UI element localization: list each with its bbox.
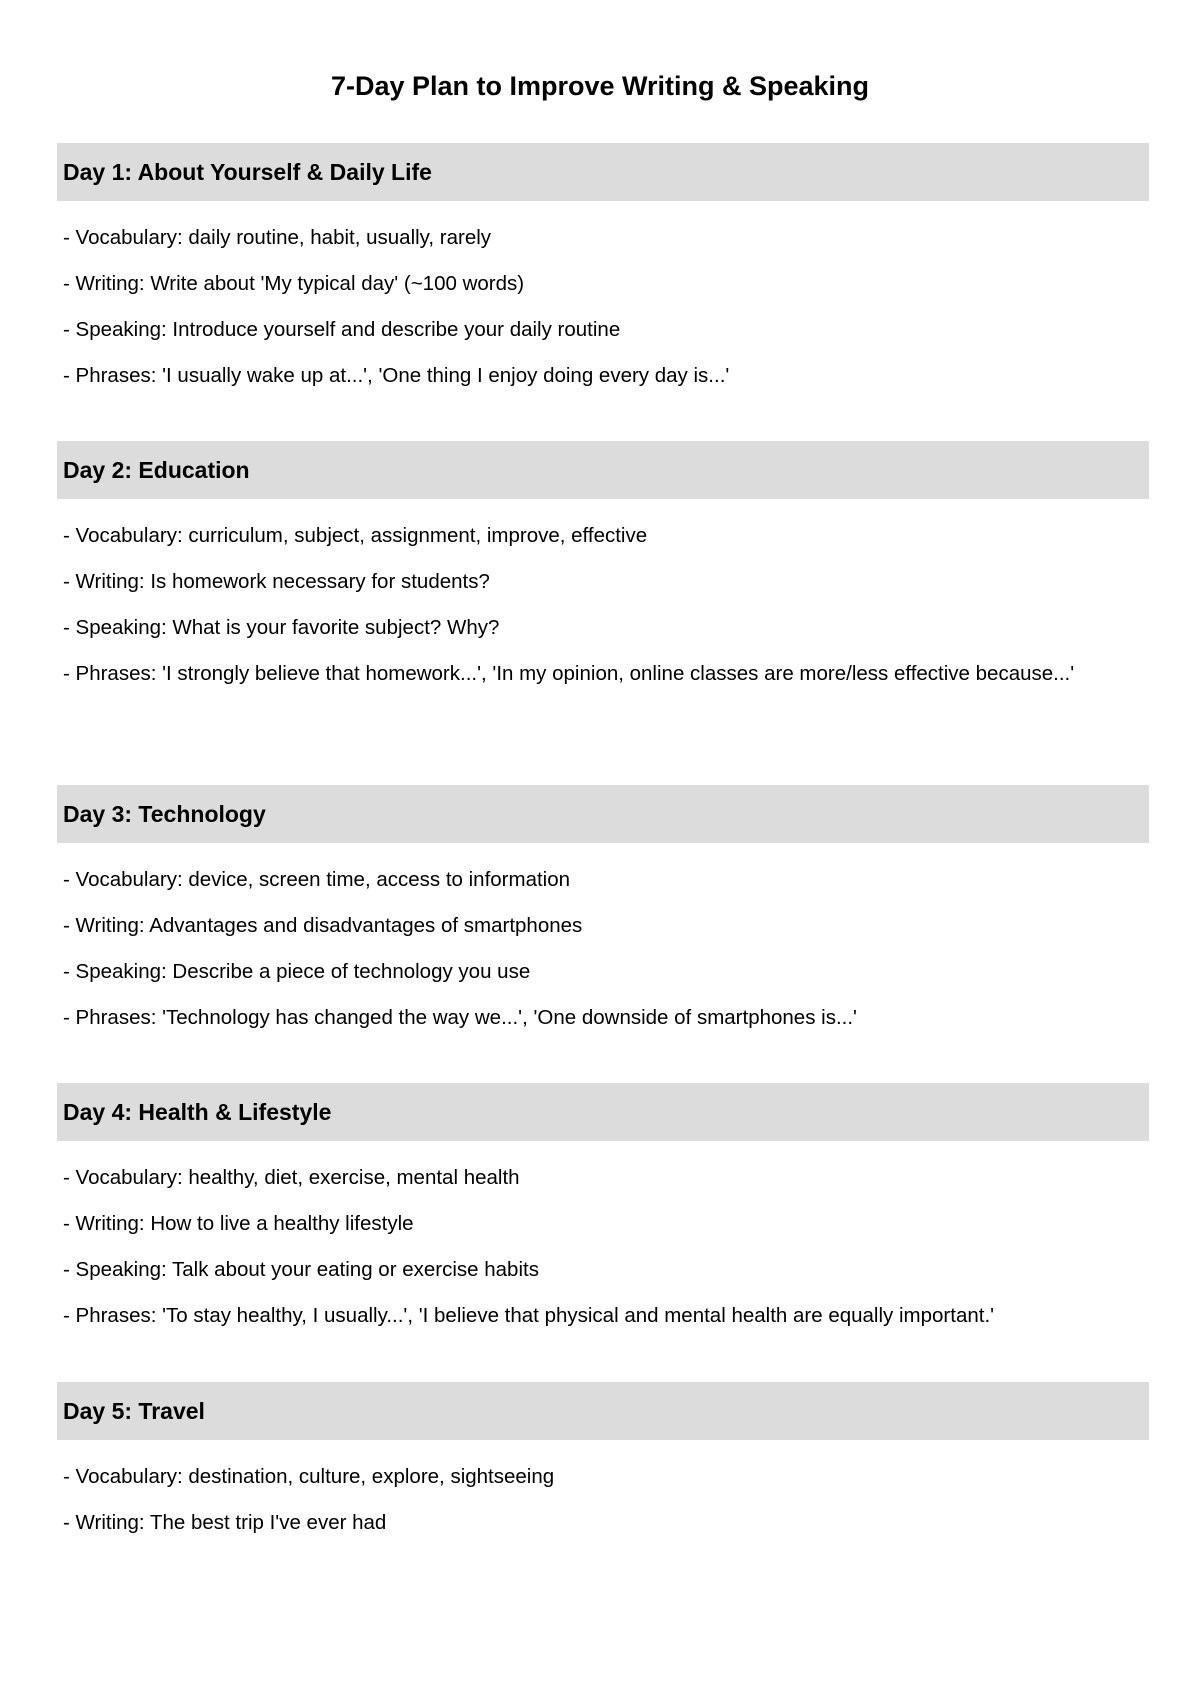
day-2-vocabulary: - Vocabulary: curriculum, subject, assignment, improve, effective xyxy=(63,524,648,547)
day-5-section xyxy=(57,1382,1149,1546)
day-3-speaking: - Speaking: Describe a piece of technology you use xyxy=(63,960,531,983)
day-2-items xyxy=(57,513,1149,697)
day-3-writing: - Writing: Advantages and disadvantages of smartphones xyxy=(63,914,583,937)
day-3-phrases: - Phrases: 'Technology has changed the way we...', 'One downside of smartphones is...' xyxy=(63,1006,857,1029)
day-4-phrases: - Phrases: 'To stay healthy, I usually...', 'I believe that physical and mental health are equally important.' xyxy=(63,1304,995,1327)
day-1-vocabulary: - Vocabulary: daily routine, habit, usually, rarely xyxy=(63,226,492,249)
page-title: 7-Day Plan to Improve Writing & Speaking xyxy=(330,71,870,101)
day-2-writing: - Writing: Is homework necessary for students? xyxy=(63,570,490,593)
day-4-section xyxy=(57,1083,1149,1339)
day-4-writing: - Writing: How to live a healthy lifestyle xyxy=(63,1212,414,1235)
day-4-items xyxy=(57,1155,1149,1339)
day-4-vocabulary: - Vocabulary: healthy, diet, exercise, mental health xyxy=(63,1166,520,1189)
day-2-header xyxy=(57,441,1149,499)
day-1-heading: Day 1: About Yourself & Daily Life xyxy=(63,159,432,185)
day-5-items xyxy=(57,1454,1149,1546)
day-1-writing: - Writing: Write about 'My typical day' (~100 words) xyxy=(63,272,525,295)
day-5-vocabulary: - Vocabulary: destination, culture, explore, sightseeing xyxy=(63,1465,555,1488)
day-5-heading: Day 5: Travel xyxy=(63,1398,205,1424)
day-3-header xyxy=(57,785,1149,843)
day-2-speaking: - Speaking: What is your favorite subject? Why? xyxy=(63,616,500,639)
day-4-speaking: - Speaking: Talk about your eating or exercise habits xyxy=(63,1258,539,1281)
day-2-heading: Day 2: Education xyxy=(63,457,250,483)
day-2-phrases: - Phrases: 'I strongly believe that homework...', 'In my opinion, online classes are more/less effective because...' xyxy=(63,662,1075,685)
day-4-header xyxy=(57,1083,1149,1141)
day-1-phrases: - Phrases: 'I usually wake up at...', 'One thing I enjoy doing every day is...' xyxy=(63,364,730,387)
day-3-section xyxy=(57,785,1149,1041)
day-2-section xyxy=(57,441,1149,697)
day-1-section xyxy=(57,143,1149,399)
day-1-speaking: - Speaking: Introduce yourself and describe your daily routine xyxy=(63,318,621,341)
day-3-vocabulary: - Vocabulary: device, screen time, access to information xyxy=(63,868,571,891)
day-4-heading: Day 4: Health & Lifestyle xyxy=(63,1099,332,1125)
day-5-header xyxy=(57,1382,1149,1440)
day-5-writing: - Writing: The best trip I've ever had xyxy=(63,1511,387,1534)
day-3-heading: Day 3: Technology xyxy=(63,801,266,827)
day-1-header xyxy=(57,143,1149,201)
day-1-items xyxy=(57,215,1149,399)
day-3-items xyxy=(57,857,1149,1041)
